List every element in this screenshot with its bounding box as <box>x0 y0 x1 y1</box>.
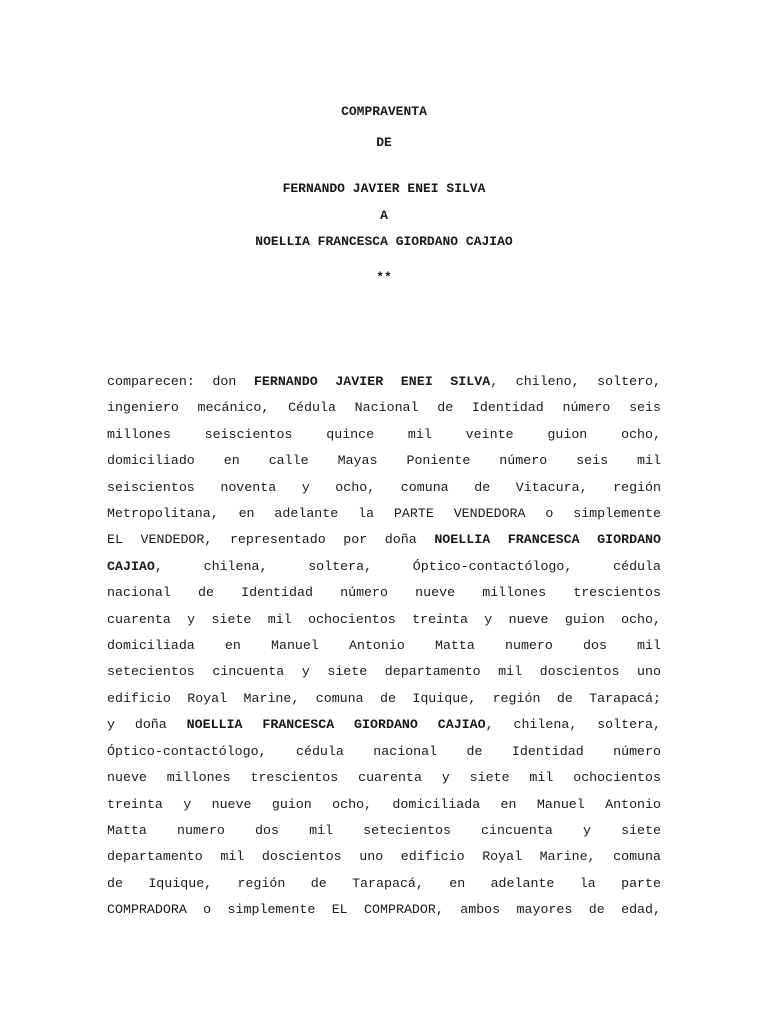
body-text-segment: setecientos cincuenta y siete departamento mil doscientos uno <box>107 664 661 680</box>
body-line <box>107 475 661 501</box>
title-de: DE <box>376 135 392 150</box>
body-line <box>107 659 661 685</box>
body-line <box>107 844 661 870</box>
title-a: A <box>380 208 388 223</box>
body-line <box>107 818 661 844</box>
body-line <box>107 369 661 395</box>
body-text-segment: EL VENDEDOR, representado por doña <box>107 532 435 548</box>
body-line <box>107 501 661 527</box>
body-line <box>107 607 661 633</box>
body-text-segment: domiciliado en calle Mayas Poniente número seis mil <box>107 453 661 469</box>
body-line <box>107 527 661 553</box>
body-line <box>107 554 661 580</box>
body-text-segment: Matta numero dos mil setecientos cincuenta y siete <box>107 822 661 838</box>
body-paragraph <box>107 369 661 924</box>
buyer-name-heading: NOELLIA FRANCESCA GIORDANO CAJIAO <box>255 234 513 249</box>
body-text-segment: nueve millones trescientos cuarenta y siete mil ochocientos <box>107 770 661 786</box>
body-text-segment: seiscientos noventa y ocho, comuna de Vitacura, región <box>107 479 661 495</box>
body-text-segment: cuarenta y siete mil ochocientos treinta y nueve guion ocho, <box>107 611 661 627</box>
body-text-segment: , chileno, soltero, <box>490 374 662 389</box>
body-line <box>107 739 661 765</box>
body-line <box>107 712 661 738</box>
body-text-segment: Metropolitana, en adelante la PARTE VENDEDORA o simplemente <box>107 506 661 522</box>
bold-name-text: NOELLIA FRANCESCA GIORDANO CAJIAO <box>186 717 486 733</box>
body-text-segment: , chilena, soltera, Óptico-contactólogo, cédula <box>154 558 661 574</box>
body-line <box>107 633 661 659</box>
body-text-segment: edificio Royal Marine, comuna de Iquique, región de Tarapacá; <box>107 690 661 706</box>
body-text-segment: de Iquique, región de Tarapacá, en adelante la parte <box>107 875 661 891</box>
body-line <box>107 897 661 923</box>
body-line <box>107 580 661 606</box>
body-text-segment: nacional de Identidad número nueve millones trescientos <box>107 585 661 601</box>
body-text-segment: departamento mil doscientos uno edificio Royal Marine, comuna <box>107 849 661 865</box>
body-text-segment: COMPRADORA o simplemente EL COMPRADOR, ambos mayores de edad, <box>107 902 661 918</box>
body-line <box>107 395 661 421</box>
bold-name-text: NOELLIA FRANCESCA GIORDANO <box>434 532 662 548</box>
body-line <box>107 871 661 897</box>
body-text-segment: treinta y nueve guion ocho, domiciliada en Manuel Antonio <box>107 796 661 812</box>
body-text-segment: Óptico-contactólogo, cédula nacional de Identidad número <box>107 743 661 759</box>
body-line <box>107 792 661 818</box>
body-line <box>107 422 661 448</box>
body-text-segment: , chilena, soltera, <box>485 717 662 733</box>
bold-name-text: CAJIAO <box>107 558 155 574</box>
body-line <box>107 448 661 474</box>
body-text-segment: ingeniero mecánico, Cédula Nacional de Identidad número seis <box>107 400 661 416</box>
document-title: COMPRAVENTA <box>341 104 427 119</box>
body-line <box>107 765 661 791</box>
body-line <box>107 686 661 712</box>
separator-asterisks: ** <box>376 270 392 285</box>
body-text-segment: y doña <box>107 717 187 733</box>
seller-name-heading: FERNANDO JAVIER ENEI SILVA <box>282 181 486 196</box>
body-text-segment: millones seiscientos quince mil veinte guion ocho, <box>107 426 661 442</box>
body-text-segment: domiciliada en Manuel Antonio Matta numero dos mil <box>107 638 661 654</box>
bold-name-text: FERNANDO JAVIER ENEI SILVA <box>253 374 491 389</box>
body-text-segment: comparecen: don <box>107 374 254 389</box>
